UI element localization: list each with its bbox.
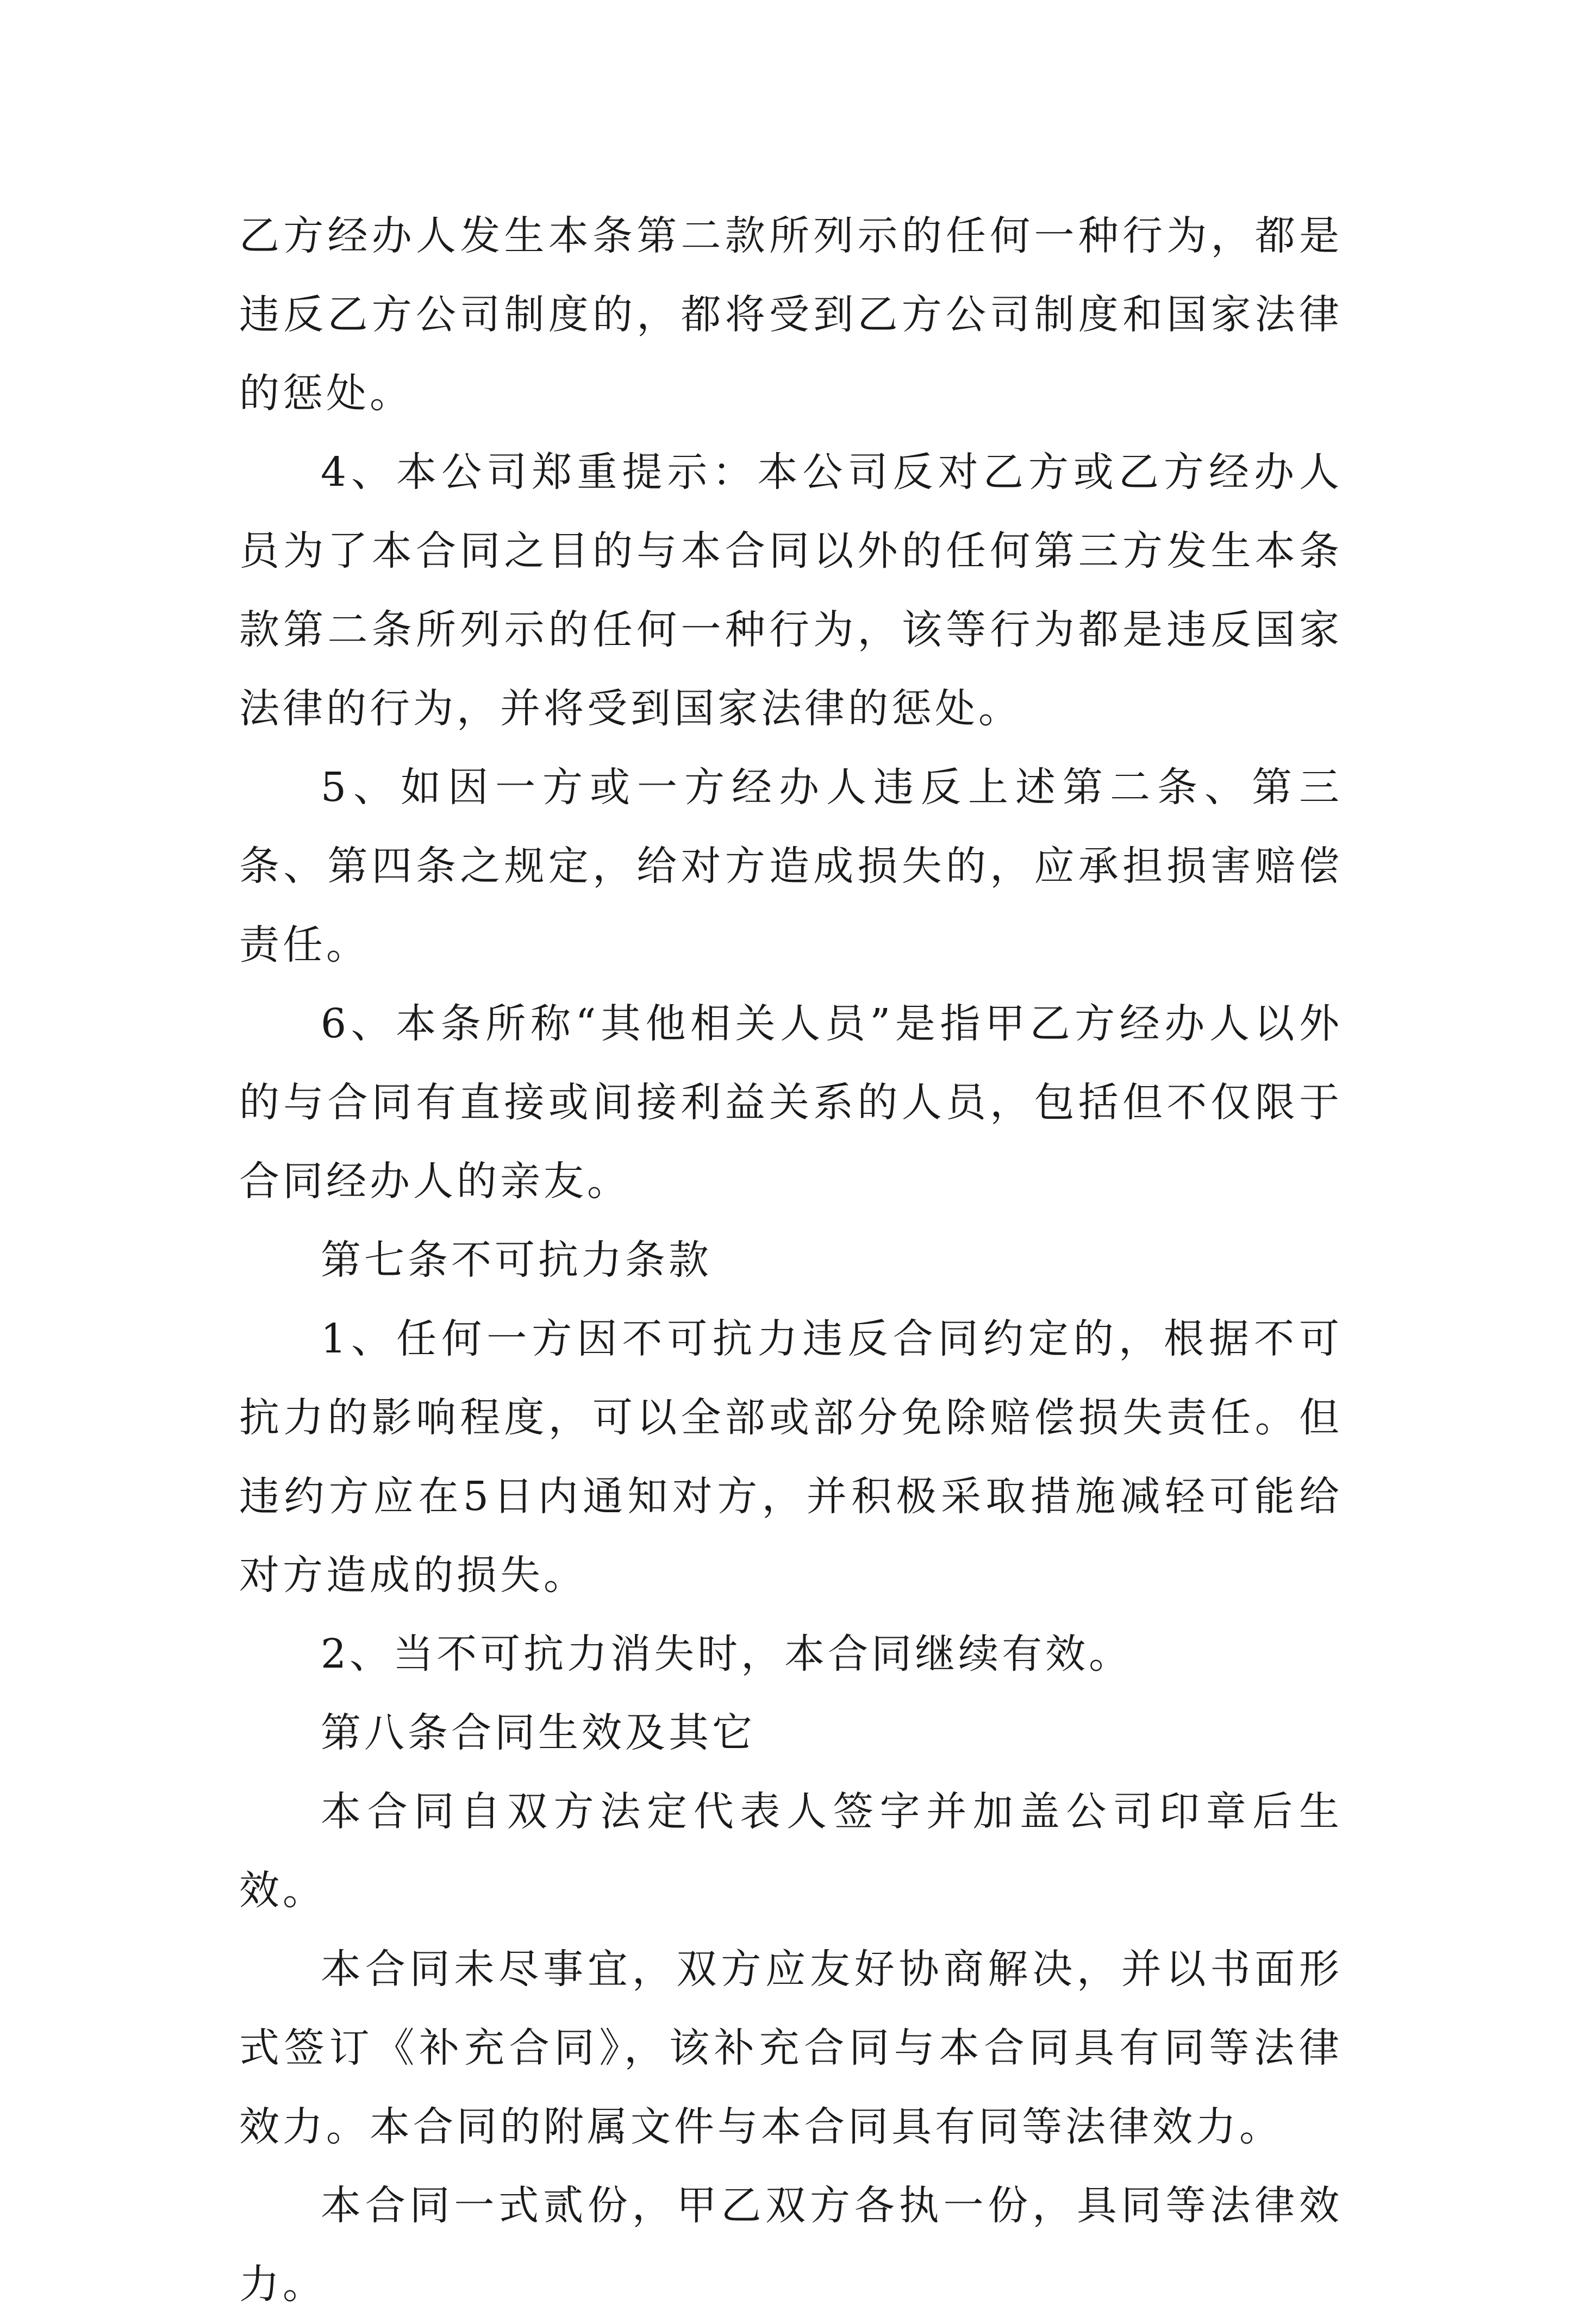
paragraph-copies: 本合同一式贰份，甲乙双方各执一份，具同等法律效力。 <box>239 2182 1343 2308</box>
section-heading-article-7: 第七条不可抗力条款 <box>321 1237 712 1283</box>
paragraph-clause-4: 4、本公司郑重提示：本公司反对乙方或乙方经办人员为了本合同之目的与本合同以外的任何第三方发生本条款第二条所列示的任何一种行为，该等行为都是违反国家法律的行为，并将受到国家法律的惩处。 <box>239 449 1343 732</box>
paragraph-clause-6: 6、本条所称“其他相关人员”是指甲乙方经办人以外的与合同有直接或间接利益关系的人员，包括但不仅限于合同经办人的亲友。 <box>239 1000 1343 1205</box>
paragraph-clause-5: 5、如因一方或一方经办人违反上述第二条、第三条、第四条之规定，给对方造成损失的，应承担损害赔偿责任。 <box>239 764 1343 968</box>
paragraph-article-7-clause-1: 1、任何一方因不可抗力违反合同约定的，根据不可抗力的影响程度，可以全部或部分免除赔偿损失责任。但违约方应在5日内通知对方，并积极采取措施减轻可能给对方造成的损失。 <box>239 1316 1343 1599</box>
document-body <box>239 197 1343 2324</box>
paragraph-article-7-clause-2: 2、当不可抗力消失时，本合同继续有效。 <box>321 1631 1133 1677</box>
paragraph-effectiveness: 本合同自双方法定代表人签字并加盖公司印章后生效。 <box>239 1788 1343 1914</box>
paragraph-supplementary: 本合同未尽事宜，双方应友好协商解决，并以书面形式签订《补充合同》，该补充合同与本合同具有同等法律效力。本合同的附属文件与本合同具有同等法律效力。 <box>239 1946 1343 2150</box>
section-heading-article-8: 第八条合同生效及其它 <box>321 1709 756 1756</box>
paragraph-continuation: 乙方经办人发生本条第二款所列示的任何一种行为，都是违反乙方公司制度的，都将受到乙方公司制度和国家法律的惩处。 <box>239 212 1343 417</box>
